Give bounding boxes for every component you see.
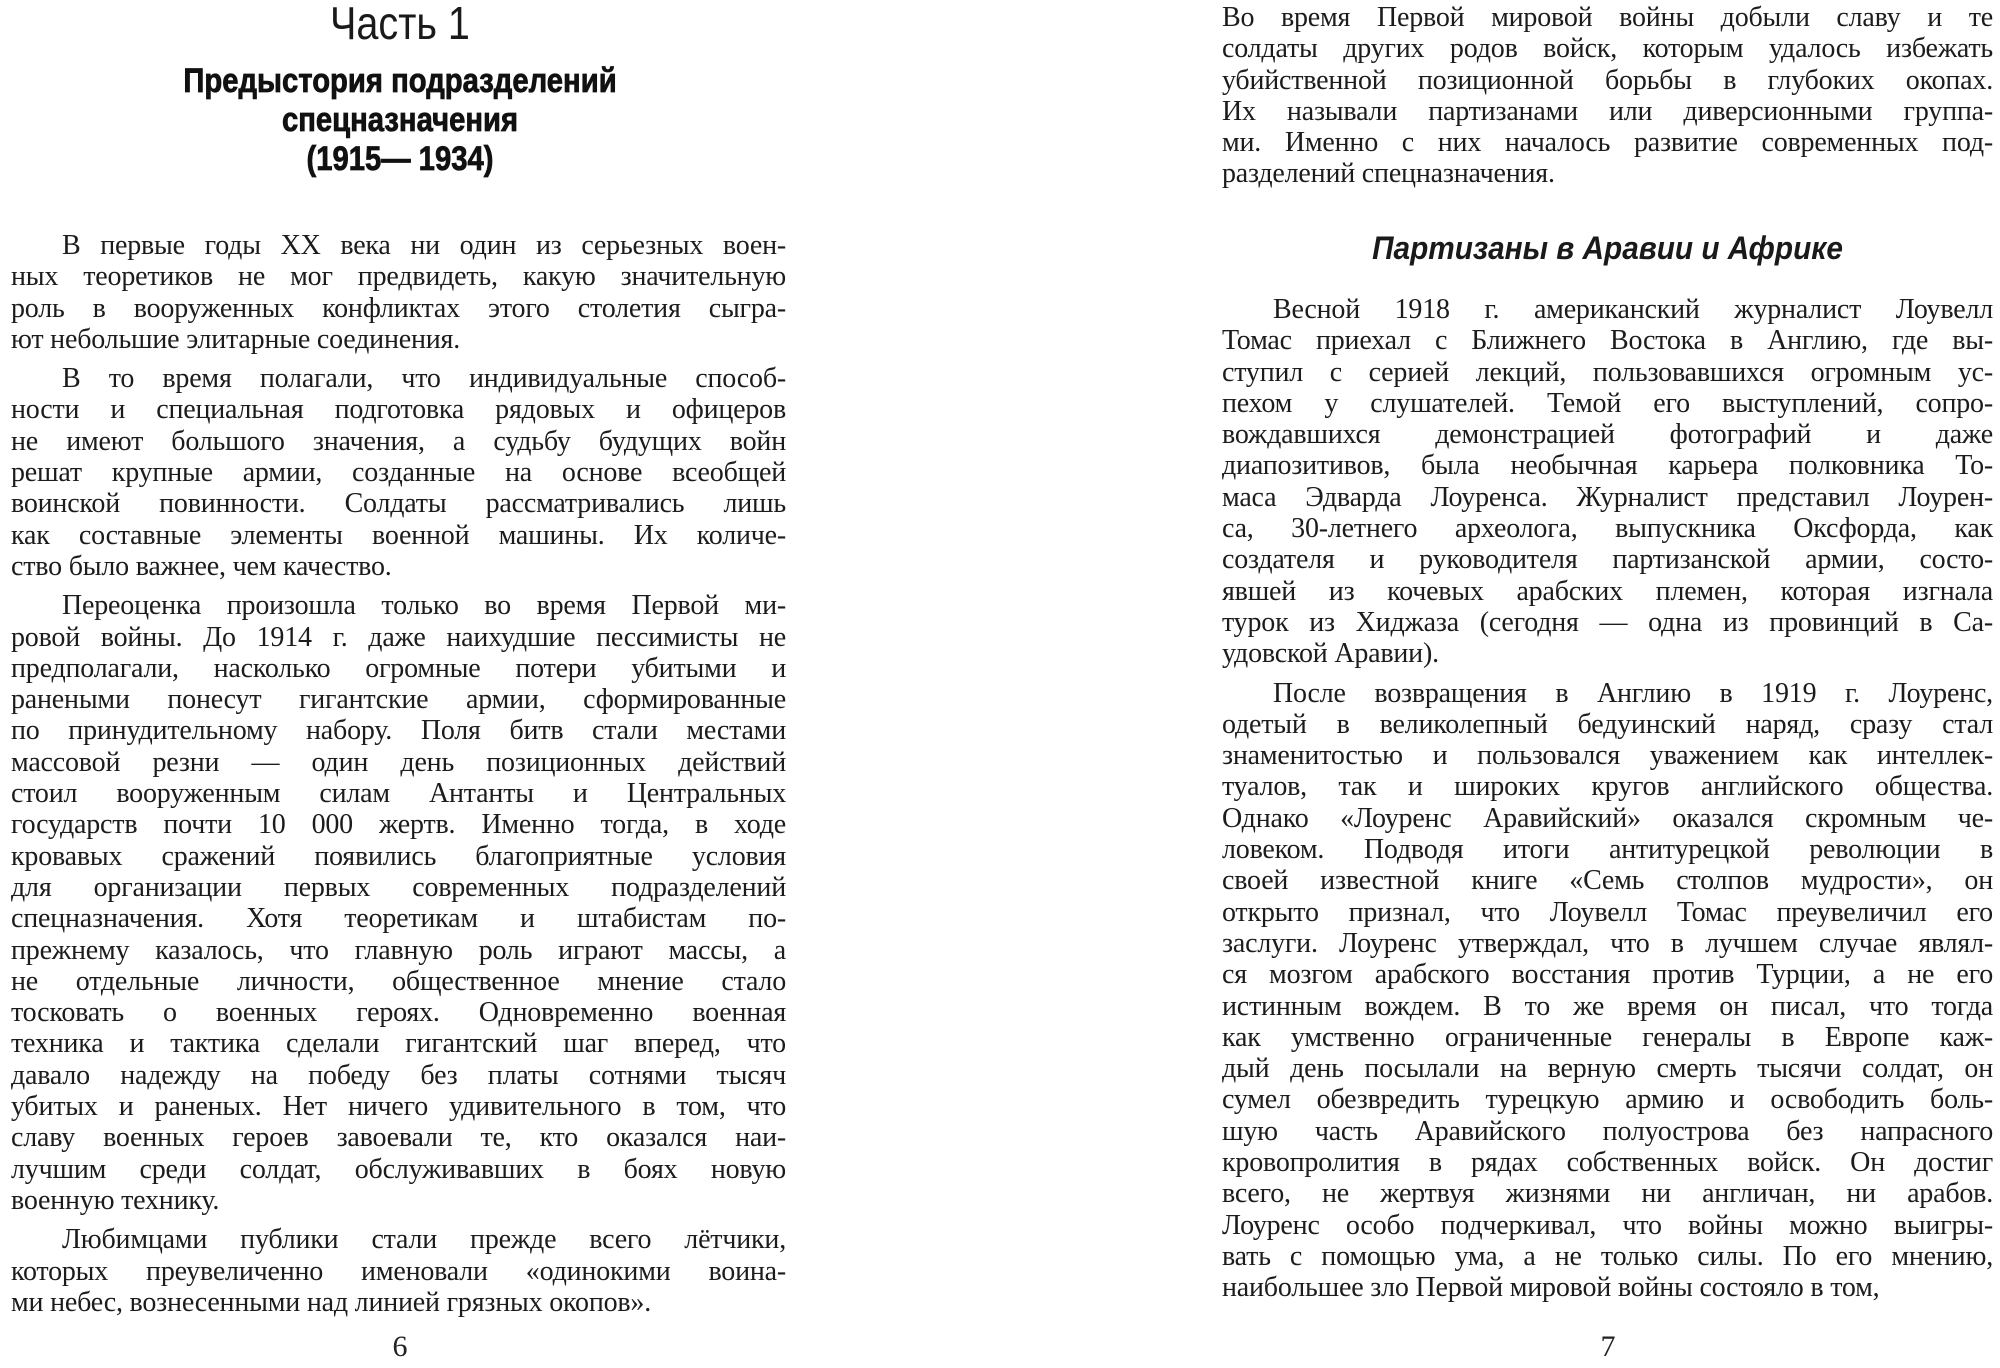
text-line: не имеют большого значения, а судьбу будущих войн <box>11 425 786 457</box>
text-line: техника и тактика сделали гигантский шаг вперед, что <box>11 1028 786 1060</box>
chapter-title-line: Предыстория подразделений <box>183 62 617 100</box>
text-line: давало надежду на победу без платы сотнями тысяч <box>11 1059 786 1091</box>
text-line: роль в вооруженных конфликтах этого столетия сыгра- <box>11 292 786 324</box>
chapter-title <box>56 62 744 179</box>
paragraph <box>1222 2 1993 190</box>
text-line: ют небольшие элитарные соединения. <box>11 323 461 355</box>
text-line: ности и специальная подготовка рядовых и офицеров <box>11 394 786 426</box>
text-line: ровой войны. До 1914 г. даже наихудшие пессимисты не <box>11 621 786 653</box>
text-line: стоил вооруженным силам Антанты и Центральных <box>11 778 786 810</box>
text-line: наибольшее зло Первой мировой войны состояло в том, <box>1222 1272 1880 1304</box>
text-line: явшей из кочевых арабских племен, которая изгнала <box>1222 575 1993 607</box>
text-line: туалов, так и широких кругов английского общества. <box>1222 771 1993 803</box>
chapter-title-line: спецназначения <box>281 101 519 139</box>
text-line: кровопролития в рядах собственных войск. Он достиг <box>1222 1147 1993 1179</box>
text-line: ловеком. Подводя итоги антитурецкой революции в <box>1222 834 1993 866</box>
text-line: Переоценка произошла только во время Первой ми- <box>62 590 786 622</box>
text-line: спецназначения. Хотя теоретикам и штабистам по- <box>11 903 786 935</box>
paragraph <box>11 590 786 1216</box>
paragraph <box>11 363 786 582</box>
text-line: государств почти 10 000 жертв. Именно тогда, в ходе <box>11 809 786 841</box>
text-line: решат крупные армии, созданные на основе всеобщей <box>11 457 786 489</box>
page-number: 6 <box>392 1330 408 1363</box>
right-top-text <box>1222 2 1993 198</box>
text-line: После возвращения в Англию в 1919 г. Лоуренс, <box>1273 677 1993 709</box>
text-line: славу военных героев завоевали те, кто оказался наи- <box>11 1122 786 1154</box>
text-line: убитых и раненых. Нет ничего удивительного в том, что <box>11 1091 786 1123</box>
text-line: диапозитивов, была необычная карьера полковника То- <box>1222 450 1993 482</box>
text-line: лучшим среди солдат, обслуживавших в боях новую <box>11 1153 786 1185</box>
text-line: турок из Хиджаза (сегодня — одна из провинций в Са- <box>1222 606 1993 638</box>
text-line: убийственной позиционной борьбы в глубоких окопах. <box>1222 64 1993 96</box>
text-line: ство было важнее, чем качество. <box>11 550 392 582</box>
text-line: ми. Именно с них началось развитие современных под- <box>1222 127 1993 159</box>
text-line: по принудительному набору. Поля битв стали местами <box>11 715 786 747</box>
text-line: разделений спецназначения. <box>1222 158 1555 190</box>
paragraph <box>1222 294 1993 670</box>
text-line: истинным вождем. В то же время он писал, что тогда <box>1222 990 1993 1022</box>
text-line: кровавых сражений появились благоприятные условия <box>11 840 786 872</box>
paragraph <box>11 1224 786 1318</box>
text-line: солдаты других родов войск, которым удалось избежать <box>1222 33 1993 65</box>
text-line: шую часть Аравийского полуострова без напрасного <box>1222 1115 1993 1147</box>
text-line: ся мозгом арабского восстания против Турции, а не его <box>1222 959 1993 991</box>
text-line: всего, не жертвуя жизнями ни англичан, ни арабов. <box>1222 1178 1993 1210</box>
text-line: которых преувеличенно именовали «одинокими воина- <box>11 1255 786 1287</box>
text-line: заслуги. Лоуренс утверждал, что в лучшем случае являл- <box>1222 927 1993 959</box>
text-line: ранеными понесут гигантские армии, сформированные <box>11 684 786 716</box>
page-number: 7 <box>1600 1330 1616 1363</box>
text-line: ми небес, вознесенными над линией грязных окопов». <box>11 1286 652 1318</box>
text-line: как умственно ограниченные генералы в Европе каж- <box>1222 1021 1993 1053</box>
text-line: вать с помощью ума, а не только силы. По его мнению, <box>1222 1240 1993 1272</box>
text-line: Томас приехал с Ближнего Востока в Англию, где вы- <box>1222 325 1993 357</box>
paragraph <box>11 230 786 355</box>
text-line: создателя и руководителя партизанской армии, состо- <box>1222 544 1993 576</box>
text-line: Однако «Лоуренс Аравийский» оказался скромным че- <box>1222 802 1993 834</box>
part-title: Часть 1 <box>330 0 470 49</box>
text-line: как составные элементы военной машины. Их количе- <box>11 519 786 551</box>
text-line: прежнему казалось, что главную роль играют массы, а <box>11 934 786 966</box>
text-line: Лоуренс особо подчеркивал, что войны можно выигры- <box>1222 1209 1993 1241</box>
text-line: военную технику. <box>11 1184 220 1216</box>
text-line: не отдельные личности, общественное мнение стало <box>11 965 786 997</box>
section-title: Партизаны в Аравии и Африке <box>1372 230 1843 266</box>
text-line: Во время Первой мировой войны добыли славу и те <box>1222 2 1993 33</box>
chapter-title-line: (1915— 1934) <box>306 140 494 178</box>
left-body-text <box>11 230 786 1326</box>
right-page <box>1000 0 2000 1368</box>
text-line: своей известной книге «Семь столпов мудрости», он <box>1222 865 1993 897</box>
text-line: дый день посылали на верную смерть тысячи солдат, он <box>1222 1053 1993 1085</box>
text-line: ступил с серией лекций, пользовавшихся огромным ус- <box>1222 356 1993 388</box>
text-line: сумел обезвредить турецкую армию и освободить боль- <box>1222 1084 1993 1116</box>
text-line: предполагали, насколько огромные потери убитыми и <box>11 652 786 684</box>
text-line: В то время полагали, что индивидуальные способ- <box>62 363 786 395</box>
text-line: В первые годы XX века ни один из серьезных воен- <box>62 230 786 261</box>
text-line: маса Эдварда Лоуренса. Журналист представил Лоурен- <box>1222 481 1993 513</box>
text-line: Их называли партизанами или диверсионными группа- <box>1222 95 1993 127</box>
paragraph <box>1222 678 1993 1304</box>
text-line: са, 30-летнего археолога, выпускника Оксфорда, как <box>1222 513 1993 545</box>
text-line: воинской повинности. Солдаты рассматривались лишь <box>11 488 786 520</box>
text-line: для организации первых современных подразделений <box>11 871 786 903</box>
text-line: Весной 1918 г. американский журналист Лоувелл <box>1273 294 1993 325</box>
text-line: пехом у слушателей. Темой его выступлений, сопро- <box>1222 387 1993 419</box>
right-body-text <box>1222 294 1993 1312</box>
text-line: удовской Аравии). <box>1222 638 1439 670</box>
text-line: знаменитостью и пользовался уважением как интеллек- <box>1222 740 1993 772</box>
text-line: тосковать о военных героях. Одновременно военная <box>11 997 786 1029</box>
text-line: массовой резни — один день позиционных действий <box>11 746 786 778</box>
text-line: открыто признал, что Лоувелл Томас преувеличил его <box>1222 896 1993 928</box>
text-line: ных теоретиков не мог предвидеть, какую значительную <box>11 261 786 293</box>
text-line: вождавшихся демонстрацией фотографий и даже <box>1222 419 1993 451</box>
text-line: одетый в великолепный бедуинский наряд, сразу стал <box>1222 708 1993 740</box>
text-line: Любимцами публики стали прежде всего лётчики, <box>62 1224 786 1256</box>
